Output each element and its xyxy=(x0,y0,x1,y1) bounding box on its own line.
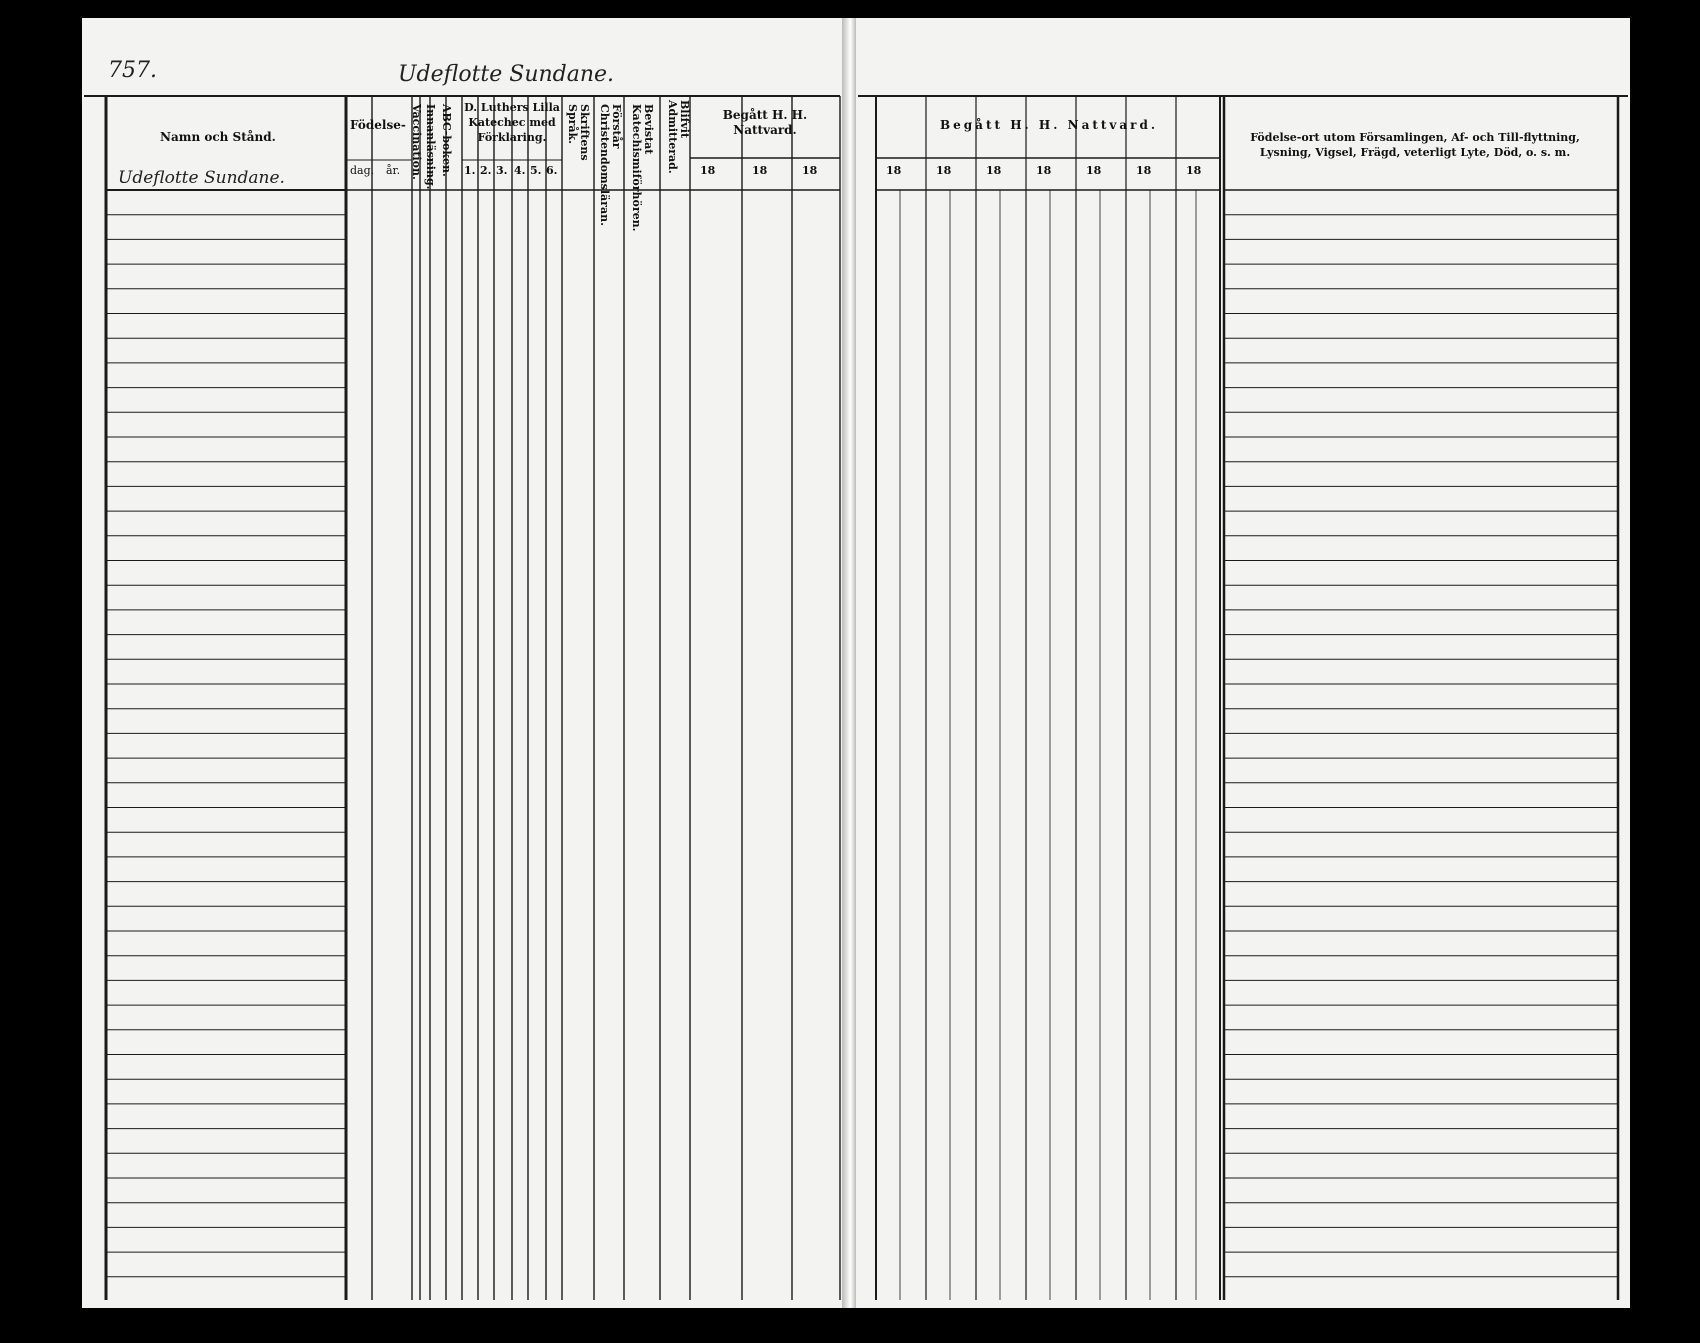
catechism-part-number: 6. xyxy=(546,164,558,177)
year-prefix: 18 xyxy=(1186,164,1202,177)
birth-year-header: år. xyxy=(386,164,401,177)
year-prefix: 18 xyxy=(986,164,1002,177)
right-communion-header: Begått H. H. Nattvard. xyxy=(940,118,1159,132)
year-prefix: 18 xyxy=(700,164,716,177)
year-prefix: 18 xyxy=(1086,164,1102,177)
catechism-exam-header: Bevistat Katechismiförhören. xyxy=(630,104,655,232)
year-prefix: 18 xyxy=(1036,164,1052,177)
year-prefix: 18 xyxy=(886,164,902,177)
catechism-part-number: 4. xyxy=(514,164,526,177)
left-communion-header: Begått H. H. Nattvard. xyxy=(722,108,808,137)
vaccination-header: Vaccination. xyxy=(410,104,423,180)
entry-name: Udeflotte Sundane. xyxy=(118,168,285,188)
name-column-header: Namn och Stånd. xyxy=(160,130,276,144)
year-prefix: 18 xyxy=(1136,164,1152,177)
christianity-header: Förstår Christendomsläran. xyxy=(598,104,623,226)
year-prefix: 18 xyxy=(802,164,818,177)
catechism-part-number: 5. xyxy=(530,164,542,177)
birth-column-header: Födelse- xyxy=(350,118,406,132)
catechism-part-number: 2. xyxy=(480,164,492,177)
abc-book-header: ABC-boken. xyxy=(440,104,453,177)
catechism-part-number: 3. xyxy=(496,164,508,177)
year-prefix: 18 xyxy=(936,164,952,177)
year-prefix: 18 xyxy=(752,164,768,177)
catechism-header: D. Luthers Lilla Katechec med Förklaring. xyxy=(464,101,560,144)
scripture-header: Skriftens Språk. xyxy=(566,104,591,161)
notes-column-header: Födelse-ort utom Församlingen, Af- och Till-flyttning, Lysning, Vigsel, Frägd, veterligt Lyte, Död, o. s. m. xyxy=(1250,131,1580,159)
birth-day-header: dag. xyxy=(350,164,375,177)
reading-header: Innanläsning. xyxy=(424,104,437,190)
catechism-part-number: 1. xyxy=(464,164,476,177)
admitted-header: Blifvit Admitterad. xyxy=(666,100,691,174)
place-title: Udeflotte Sundane. xyxy=(398,62,615,87)
page-number: 757. xyxy=(108,58,157,83)
